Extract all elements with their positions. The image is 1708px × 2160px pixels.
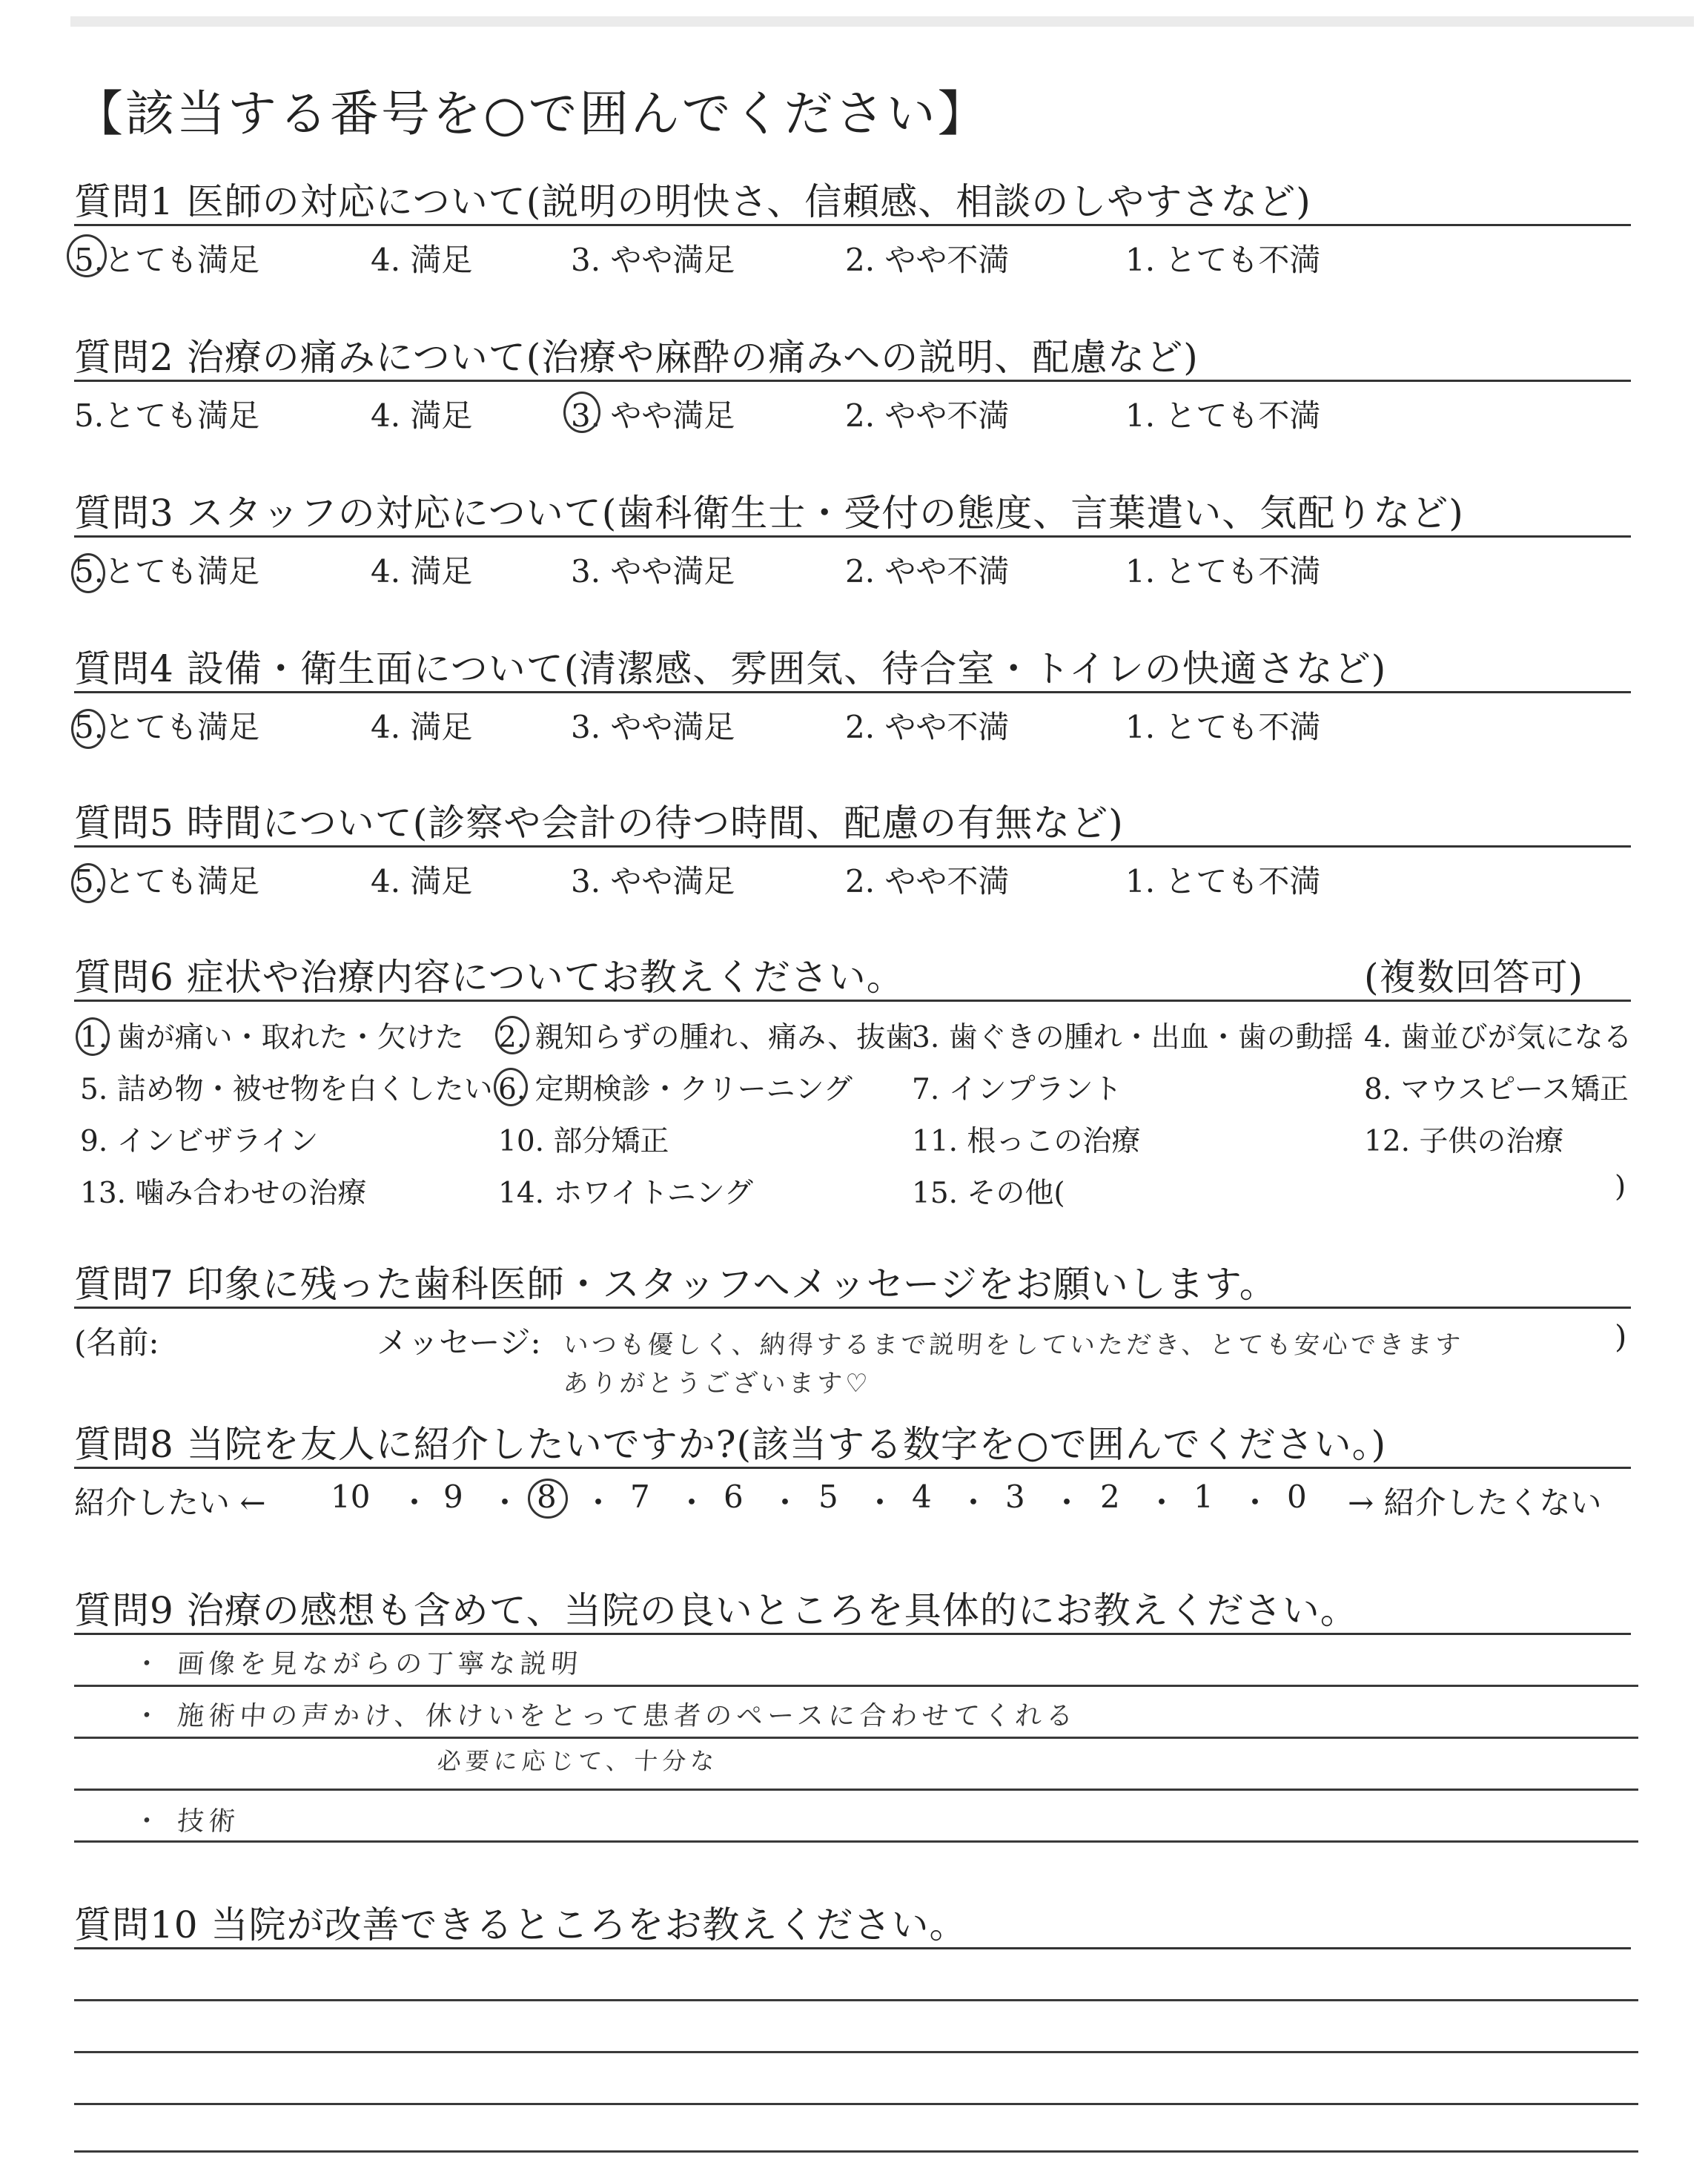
q5-option-5[interactable]: 5.とても満足 <box>74 863 260 899</box>
q9-answer-2-insert: 必要に応じて、十分な <box>436 1747 720 1775</box>
q9-answer-line <box>74 1840 1638 1843</box>
q6-option-11[interactable]: 11. 根っこの治療 <box>912 1125 1141 1158</box>
q6-selection-circle-6 <box>494 1068 528 1106</box>
q6-option-14[interactable]: 14. ホワイトニング <box>498 1177 753 1210</box>
q1-option-1[interactable]: 1. とても不満 <box>1125 242 1321 278</box>
q9-answer-1: ・ 画像を見ながらの丁寧な説明 <box>132 1649 583 1680</box>
question-3-rule <box>74 535 1631 538</box>
q8-dot: ・ <box>958 1484 990 1521</box>
q8-scale-2[interactable]: 2 <box>1100 1479 1120 1515</box>
q8-scale-10[interactable]: 10 <box>331 1479 371 1515</box>
q8-scale-3[interactable]: 3 <box>1005 1479 1025 1515</box>
q8-scale-4[interactable]: 4 <box>912 1479 932 1515</box>
question-3-heading: 質問3 スタッフの対応について(歯科衛生士・受付の態度、言葉遣い、気配りなど) <box>74 492 1464 535</box>
question-4-heading: 質問4 設備・衛生面について(清潔感、雰囲気、待合室・トイレの快適さなど) <box>74 647 1387 690</box>
q10-answer-line <box>74 2150 1638 2153</box>
q6-option-7[interactable]: 7. インプラント <box>912 1073 1122 1106</box>
q10-answer-line <box>74 2103 1638 2105</box>
q6-selection-circle-1 <box>76 1017 110 1056</box>
q4-selection-circle <box>71 709 105 749</box>
q6-option-2[interactable]: 2. 親知らずの腫れ、痛み、抜歯 <box>498 1021 915 1054</box>
question-7-rule <box>74 1307 1631 1309</box>
q8-scale-5[interactable]: 5 <box>818 1479 838 1515</box>
q8-left-label: 紹介したい ← <box>74 1484 266 1521</box>
q9-answer-line <box>74 1789 1638 1791</box>
question-10-rule <box>74 1947 1631 1949</box>
question-4-rule <box>74 691 1631 693</box>
question-2-rule <box>74 380 1631 382</box>
q8-dot: ・ <box>399 1484 431 1521</box>
q8-scale-8[interactable]: 8 <box>537 1479 557 1515</box>
q1-option-5[interactable]: 5.とても満足 <box>74 242 260 278</box>
q3-option-3[interactable]: 3. やや満足 <box>571 553 735 589</box>
q8-dot: ・ <box>864 1484 896 1521</box>
question-1-heading: 質問1 医師の対応について(説明の明快さ、信頼感、相談のしやすさなど) <box>74 180 1311 223</box>
q6-option-10[interactable]: 10. 部分矯正 <box>498 1125 669 1158</box>
question-2-heading: 質問2 治療の痛みについて(治療や麻酔の痛みへの説明、配慮など) <box>74 336 1199 379</box>
q1-selection-circle <box>67 234 107 277</box>
q3-option-2[interactable]: 2. やや不満 <box>845 553 1010 589</box>
q7-handwritten-message-line-2: ありがとうございます♡ <box>562 1369 872 1398</box>
q4-option-1[interactable]: 1. とても不満 <box>1125 709 1321 745</box>
q3-option-1[interactable]: 1. とても不満 <box>1125 553 1321 589</box>
q6-option-13[interactable]: 13. 噛み合わせの治療 <box>80 1177 367 1210</box>
question-5-rule <box>74 845 1631 848</box>
q8-scale-0[interactable]: 0 <box>1287 1479 1307 1515</box>
q1-option-2[interactable]: 2. やや不満 <box>845 242 1010 278</box>
q8-selection-circle <box>528 1479 568 1519</box>
q6-option-5[interactable]: 5. 詰め物・被せ物を白くしたい <box>80 1073 493 1106</box>
q6-option-12[interactable]: 12. 子供の治療 <box>1364 1125 1564 1158</box>
q8-scale-6[interactable]: 6 <box>724 1479 744 1515</box>
q1-option-3[interactable]: 3. やや満足 <box>571 242 735 278</box>
q1-option-4[interactable]: 4. 満足 <box>371 242 473 278</box>
q8-right-label: → 紹介したくない <box>1348 1484 1602 1521</box>
q4-option-2[interactable]: 2. やや不満 <box>845 709 1010 745</box>
q10-answer-line <box>74 2051 1638 2053</box>
q6-other-close-paren: ) <box>1615 1170 1626 1203</box>
q5-selection-circle <box>71 863 105 903</box>
q5-option-4[interactable]: 4. 満足 <box>371 863 473 899</box>
q10-answer-line <box>74 1999 1638 2001</box>
q8-dot: ・ <box>583 1484 615 1521</box>
q8-dot: ・ <box>1146 1484 1178 1521</box>
question-6-heading: 質問6 症状や治療内容についてお教えください。 <box>74 956 904 999</box>
q4-option-4[interactable]: 4. 満足 <box>371 709 473 745</box>
question-7-heading: 質問7 印象に残った歯科医師・スタッフへメッセージをお願いします。 <box>74 1263 1277 1306</box>
q2-selection-circle <box>563 392 600 433</box>
question-8-rule <box>74 1467 1631 1469</box>
q2-option-4[interactable]: 4. 満足 <box>371 397 473 434</box>
q3-selection-circle <box>71 553 105 593</box>
q8-dot: ・ <box>1051 1484 1083 1521</box>
question-10-heading: 質問10 当院が改善できるところをお教えください。 <box>74 1903 967 1946</box>
q4-option-5[interactable]: 5.とても満足 <box>74 709 260 745</box>
q5-option-3[interactable]: 3. やや満足 <box>571 863 735 899</box>
q8-dot: ・ <box>1239 1484 1271 1521</box>
question-9-heading: 質問9 治療の感想も含めて、当院の良いところを具体的にお教えください。 <box>74 1589 1358 1632</box>
question-9-rule <box>74 1633 1631 1635</box>
q6-option-1[interactable]: 1. 歯が痛い・取れた・欠けた <box>80 1021 464 1054</box>
q2-option-1[interactable]: 1. とても不満 <box>1125 397 1321 434</box>
q6-option-3[interactable]: 3. 歯ぐきの腫れ・出血・歯の動揺 <box>912 1021 1354 1054</box>
q8-dot: ・ <box>489 1484 521 1521</box>
q9-answer-line <box>74 1737 1638 1739</box>
q6-option-9[interactable]: 9. インビザライン <box>80 1125 319 1158</box>
q2-option-2[interactable]: 2. やや不満 <box>845 397 1010 434</box>
q4-option-3[interactable]: 3. やや満足 <box>571 709 735 745</box>
q2-option-5[interactable]: 5.とても満足 <box>74 397 260 434</box>
question-6-note: (複数回答可) <box>1364 956 1584 999</box>
q6-option-4[interactable]: 4. 歯並びが気になる <box>1364 1021 1632 1054</box>
q6-option-15[interactable]: 15. その他( <box>912 1177 1065 1210</box>
q7-message-label: メッセージ: <box>377 1324 541 1361</box>
q8-dot: ・ <box>676 1484 708 1521</box>
q6-option-6[interactable]: 6. 定期検診・クリーニング <box>498 1073 853 1106</box>
page-title: 【該当する番号を○で囲んでください】 <box>74 85 989 142</box>
q8-dot: ・ <box>769 1484 801 1521</box>
q6-option-8[interactable]: 8. マウスピース矯正 <box>1364 1073 1629 1106</box>
question-8-heading: 質問8 当院を友人に紹介したいですか?(該当する数字を○で囲んでください。) <box>74 1423 1387 1466</box>
q7-name-label: (名前: <box>74 1324 159 1361</box>
q5-option-2[interactable]: 2. やや不満 <box>845 863 1010 899</box>
scan-top-edge <box>70 16 1694 27</box>
q2-option-3[interactable]: 3. やや満足 <box>571 397 735 434</box>
q7-close-paren: ) <box>1615 1318 1627 1355</box>
q9-answer-line <box>74 1685 1638 1687</box>
q6-selection-circle-2 <box>495 1016 529 1054</box>
q3-option-5[interactable]: 5.とても満足 <box>74 553 260 589</box>
question-6-rule <box>74 1000 1631 1002</box>
q8-scale-7[interactable]: 7 <box>630 1479 650 1515</box>
q7-handwritten-message-line-1: いつも優しく、納得するまで説明をしていただき、とても安心できます <box>562 1330 1465 1360</box>
q9-answer-2: ・ 施術中の声かけ、休けいをとって患者のペースに合わせてくれる <box>132 1701 1079 1731</box>
q8-scale-9[interactable]: 9 <box>443 1479 463 1515</box>
q5-option-1[interactable]: 1. とても不満 <box>1125 863 1321 899</box>
q3-option-4[interactable]: 4. 満足 <box>371 553 473 589</box>
question-5-heading: 質問5 時間について(診察や会計の待つ時間、配慮の有無など) <box>74 802 1124 845</box>
q8-scale-1[interactable]: 1 <box>1194 1479 1214 1515</box>
q9-answer-3: ・ 技術 <box>132 1806 241 1837</box>
question-1-rule <box>74 224 1631 226</box>
